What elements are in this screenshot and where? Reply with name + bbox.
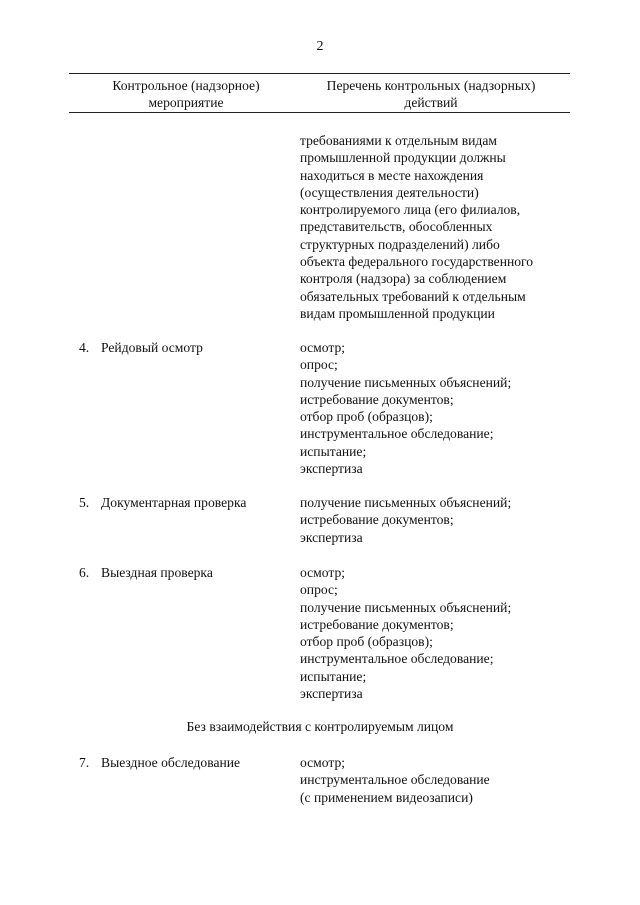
row-actions (300, 754, 580, 806)
action-item: инструментальное обследование (300, 772, 490, 788)
table-header-col-actions (300, 77, 562, 111)
row-title: Рейдовый осмотр (101, 340, 203, 355)
action-item: экспертиза (300, 461, 363, 477)
action-item: опрос; (300, 582, 338, 598)
continuation-line: (осуществления деятельности) (300, 184, 479, 200)
action-item: отбор проб (образцов); (300, 634, 433, 650)
row-number: 5. (79, 495, 90, 510)
table-header-col-event-line: Контрольное (надзорное) (112, 78, 260, 93)
action-item: получение письменных объяснений; (300, 599, 512, 615)
continuation-line: представительств, обособленных (300, 219, 493, 235)
action-item: опрос; (300, 357, 338, 373)
action-item: (с применением видеозаписи) (300, 789, 473, 805)
continuation-text (300, 132, 580, 322)
row-actions (300, 564, 580, 702)
row-actions (300, 339, 580, 477)
action-item: экспертиза (300, 686, 363, 702)
section-heading: Без взаимодействия с контролируемым лицом (186, 719, 454, 734)
action-item: получение письменных объяснений; (300, 495, 512, 510)
continuation-line: обязательных требований к отдельным (300, 288, 526, 304)
continuation-line: структурных подразделений) либо (300, 236, 500, 252)
continuation-line: объекта федерального государственного (300, 254, 534, 270)
table-header-bottom-rule (69, 112, 570, 113)
table-header-top-rule (69, 73, 570, 74)
action-item: осмотр; (300, 340, 346, 355)
row-actions (300, 494, 580, 546)
table-header-col-event-line: мероприятие (148, 95, 224, 110)
continuation-line: промышленной продукции должны (300, 150, 506, 166)
continuation-line: находиться в месте нахождения (300, 167, 484, 183)
action-item: экспертиза (300, 529, 363, 545)
action-item: инструментальное обследование; (300, 426, 494, 442)
table-header-col-actions-line: Перечень контрольных (надзорных) (326, 78, 536, 93)
action-item: истребование документов; (300, 512, 454, 528)
action-item: инструментальное обследование; (300, 651, 494, 667)
action-item: осмотр; (300, 755, 346, 770)
action-item: получение письменных объяснений; (300, 374, 512, 390)
row-title: Документарная проверка (101, 495, 247, 510)
page-number: 2 (316, 39, 324, 54)
table-header-col-actions-line: действий (404, 95, 458, 110)
action-item: испытание; (300, 668, 367, 684)
row-number: 6. (79, 565, 90, 580)
continuation-line: контроля (надзора) за соблюдением (300, 271, 507, 287)
row-title: Выездное обследование (101, 755, 241, 770)
continuation-line: контролируемого лица (его филиалов, (300, 202, 521, 218)
row-number: 7. (79, 755, 90, 770)
action-item: истребование документов; (300, 391, 454, 407)
row-title: Выездная проверка (101, 565, 213, 580)
action-item: испытание; (300, 443, 367, 459)
action-item: отбор проб (образцов); (300, 409, 433, 425)
continuation-line: требованиями к отдельным видам (300, 133, 497, 148)
table-header-col-event (80, 77, 292, 111)
action-item: истребование документов; (300, 616, 454, 632)
row-number: 4. (79, 340, 90, 355)
action-item: осмотр; (300, 565, 346, 580)
continuation-line: видам промышленной продукции (300, 305, 495, 321)
